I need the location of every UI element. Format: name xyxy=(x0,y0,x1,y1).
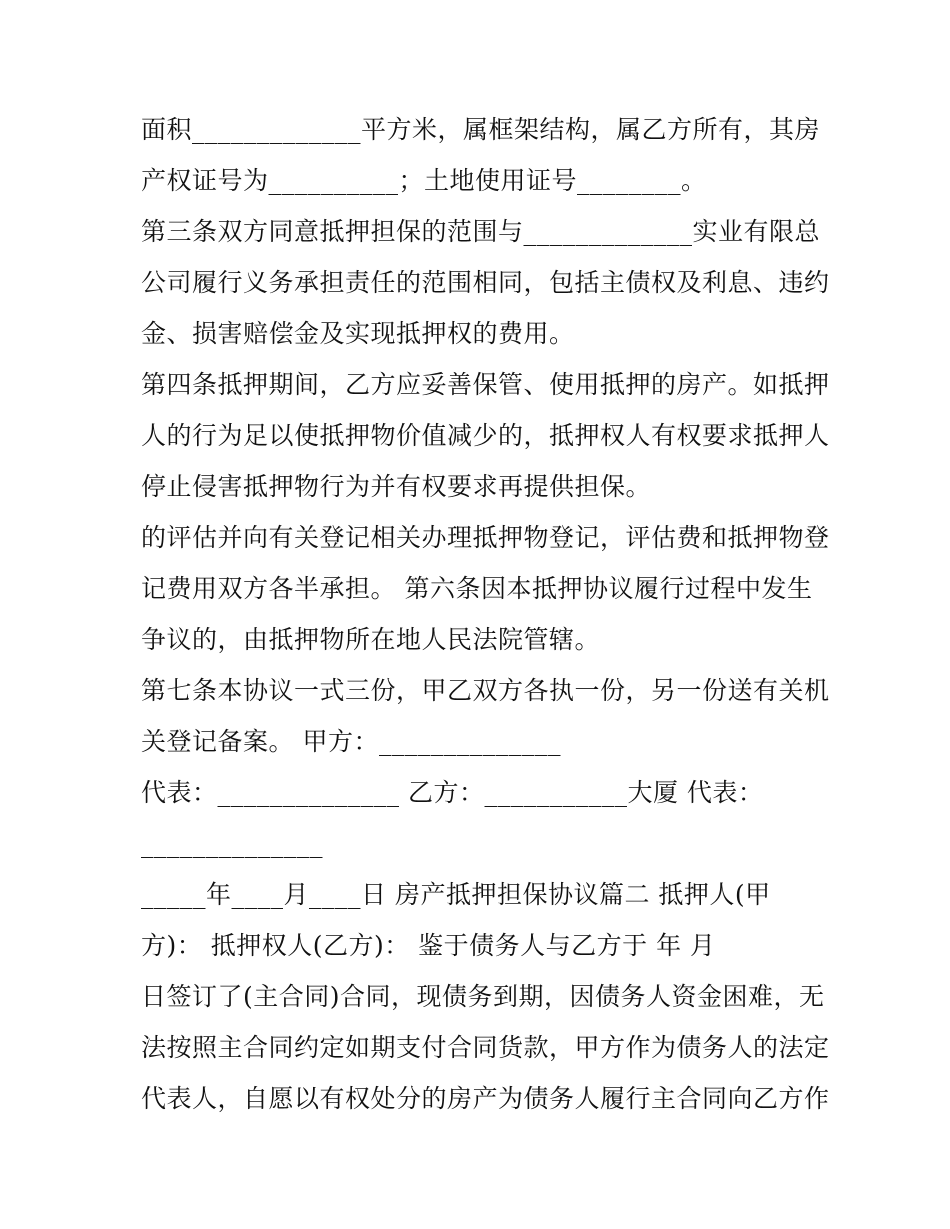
text-line: ______________ xyxy=(141,829,323,858)
text-line: 第七条本协议一式三份，甲乙双方各执一份，另一份送有关机 xyxy=(141,676,830,705)
text-line: 公司履行义务承担责任的范围相同，包括主债权及利息、违约 xyxy=(141,268,830,297)
text-line: 金、损害赔偿金及实现抵押权的费用。 xyxy=(141,319,575,348)
text-line: 产权证号为__________；土地使用证号________。 xyxy=(141,166,707,195)
text-line: _____年____月____日 房产抵押担保协议篇二 抵押人(甲 xyxy=(141,880,771,909)
text-line: 争议的，由抵押物所在地人民法院管辖。 xyxy=(141,625,601,654)
text-line: 关登记备案。 甲方：______________ xyxy=(141,727,561,756)
text-line: 记费用双方各半承担。 第六条因本抵押协议履行过程中发生 xyxy=(141,574,813,603)
text-line: 代表：______________ 乙方：___________大厦 代表： xyxy=(141,778,764,807)
text-line: 第三条双方同意抵押担保的范围与_____________实业有限总 xyxy=(141,217,821,246)
text-line: 面积_____________平方米，属框架结构，属乙方所有，其房 xyxy=(141,115,821,144)
text-line: 第四条抵押期间，乙方应妥善保管、使用抵押的房产。如抵押 xyxy=(141,370,830,399)
text-line: 代表人，自愿以有权处分的房产为债务人履行主合同向乙方作 xyxy=(141,1084,830,1113)
text-line: 停止侵害抵押物行为并有权要求再提供担保。 xyxy=(141,472,652,501)
text-line: 日签订了(主合同)合同，现债务到期，因债务人资金困难，无 xyxy=(141,982,825,1011)
text-line: 法按照主合同约定如期支付合同货款，甲方作为债务人的法定 xyxy=(141,1033,830,1062)
document-body xyxy=(141,109,830,1129)
text-line: 的评估并向有关登记相关办理抵押物登记，评估费和抵押物登 xyxy=(141,523,830,552)
text-line: 方)： 抵押权人(乙方)： 鉴于债务人与乙方于 年 月 xyxy=(141,931,716,960)
text-line: 人的行为足以使抵押物价值减少的，抵押权人有权要求抵押人 xyxy=(141,421,830,450)
